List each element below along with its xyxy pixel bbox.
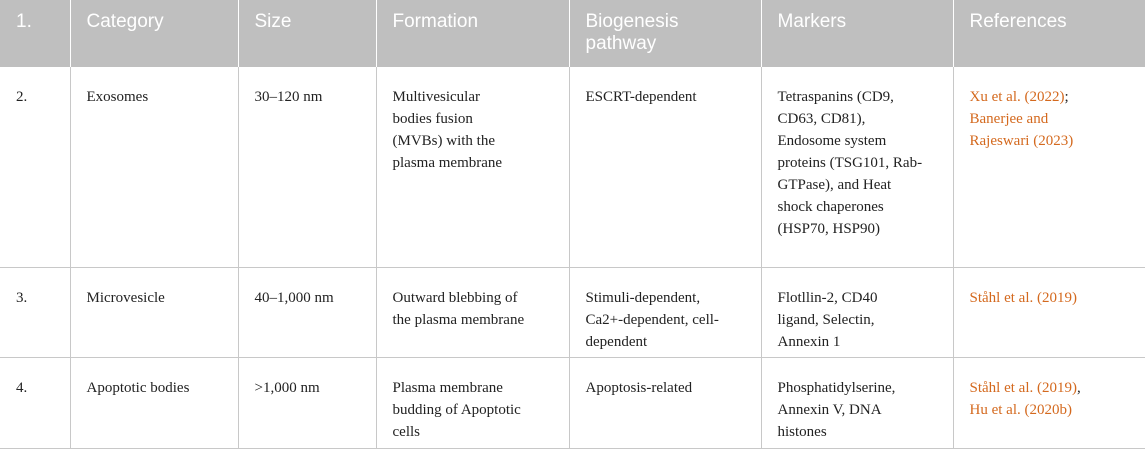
cell-number: 2.: [16, 89, 28, 105]
cell-markers: Tetraspanins (CD9, CD63, CD81), Endosome system proteins (TSG101, Rab-GTPase), and Heat shock chaperones (HSP70, HSP90): [761, 67, 953, 267]
cell-number: 4.: [16, 379, 28, 396]
reference-link[interactable]: Hu et al. (2020b): [969, 401, 1072, 418]
cell-category: Exosomes: [70, 67, 238, 267]
table-row: [0, 267, 1145, 357]
cell-references: [953, 267, 1145, 357]
header-size: Size: [238, 0, 376, 67]
cell-formation: Outward blebbing of the plasma membrane: [376, 267, 569, 357]
reference-link[interactable]: Banerjee and Rajeswari (2023): [969, 111, 1074, 149]
cell-markers: Flotllin-2, CD40 ligand, Selectin, Annexin 1: [761, 267, 953, 357]
cell-pathway: ESCRT-dependent: [569, 67, 761, 267]
cell-category: Microvesicle: [70, 267, 238, 357]
table-row: [0, 357, 1145, 448]
header-category: Category: [70, 0, 238, 67]
header-references: References: [953, 0, 1145, 67]
cell-formation: Multivesicular bodies fusion (MVBs) with the plasma membrane: [376, 67, 569, 267]
cell-category: Apoptotic bodies: [70, 357, 238, 448]
reference-link[interactable]: Xu et al. (2022): [969, 89, 1065, 105]
header-formation: Formation: [376, 0, 569, 67]
header-row: [0, 0, 1145, 67]
cell-size: 40–1,000 nm: [238, 267, 376, 357]
cell-references: Xu et al. (2022); Banerjee and Rajeswari (2023): [953, 67, 1145, 267]
cell-pathway: Apoptosis-related: [569, 357, 761, 448]
cell-pathway: Stimuli-dependent, Ca2+-dependent, cell-dependent: [569, 267, 761, 357]
table-row: [0, 67, 1145, 267]
cell-size: 30–120 nm: [238, 67, 376, 267]
cell-markers: Phosphatidylserine, Annexin V, DNA histones: [761, 357, 953, 448]
cell-size: >1,000 nm: [238, 357, 376, 448]
header-markers: Markers: [761, 0, 953, 67]
reference-link[interactable]: Ståhl et al. (2019): [969, 289, 1077, 306]
header-number: 1.: [16, 11, 32, 32]
reference-link[interactable]: Ståhl et al. (2019): [969, 379, 1077, 396]
cell-number: 3.: [16, 289, 28, 306]
header-biogenesis-pathway: Biogenesis pathway: [569, 0, 761, 67]
cell-references: Ståhl et al. (2019), Hu et al. (2020b): [953, 357, 1145, 448]
cell-formation: Plasma membrane budding of Apoptotic cells: [376, 357, 569, 448]
